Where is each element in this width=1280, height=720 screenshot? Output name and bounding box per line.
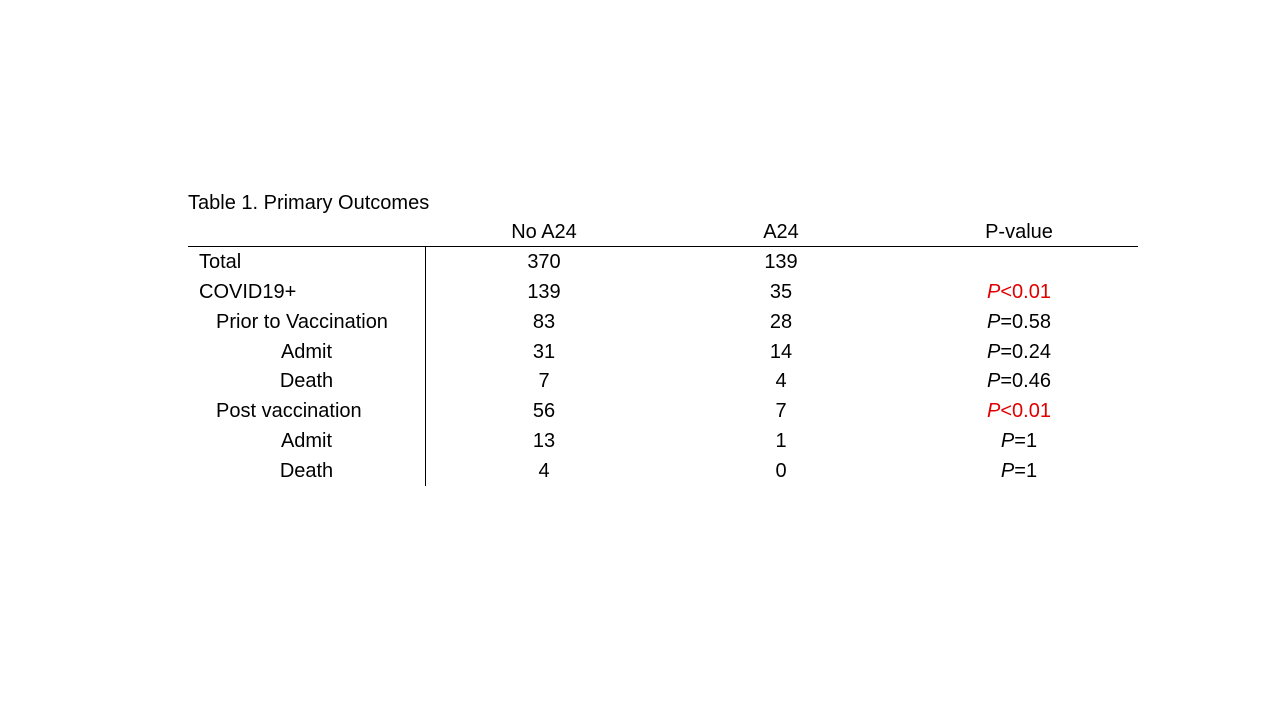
- table-row: [188, 456, 1138, 486]
- header-no-a24: No A24: [511, 221, 577, 243]
- table-row: [188, 277, 1138, 307]
- p-value-text: =0.58: [1000, 310, 1051, 333]
- cell-p-value: [900, 396, 1138, 426]
- p-value-text: <0.01: [1000, 400, 1051, 423]
- header-a24: A24: [763, 221, 799, 243]
- table-body: [188, 247, 1138, 486]
- cell-a24: 7: [775, 400, 787, 423]
- p-value-text: <0.01: [1000, 280, 1051, 303]
- cell-a24: 35: [769, 280, 793, 303]
- row-label: Prior to Vaccination: [216, 310, 388, 333]
- cell-p-value: [900, 426, 1138, 456]
- cell-no-a24: 7: [538, 370, 550, 393]
- cell-p-value: [900, 307, 1138, 337]
- p-value-text: =0.24: [1000, 340, 1051, 363]
- cell-p-value: [900, 277, 1138, 307]
- cell-a24: 4: [775, 370, 787, 393]
- cell-no-a24: 83: [532, 310, 556, 333]
- cell-no-a24: 370: [527, 251, 561, 273]
- p-symbol: P: [987, 340, 1001, 363]
- p-value-text: =1: [1014, 459, 1038, 482]
- cell-a24: 0: [775, 459, 787, 482]
- cell-no-a24: 4: [538, 459, 550, 482]
- p-symbol: P: [987, 400, 1001, 423]
- p-symbol: P: [1000, 430, 1015, 453]
- cell-p-value: [900, 366, 1138, 396]
- cell-a24: 1: [775, 430, 787, 453]
- row-label: Total: [199, 251, 242, 273]
- p-value-text: =0.46: [1000, 370, 1051, 393]
- table-row: [188, 426, 1138, 456]
- cell-a24: 14: [769, 340, 793, 363]
- cell-a24: 28: [769, 310, 793, 333]
- row-label: Death: [279, 370, 334, 393]
- row-label: Admit: [280, 340, 333, 363]
- row-label: Post vaccination: [216, 400, 362, 423]
- table-row: [188, 247, 1138, 277]
- cell-p-value: [900, 456, 1138, 486]
- p-symbol: P: [987, 370, 1001, 393]
- table-row: [188, 396, 1138, 426]
- cell-no-a24: 31: [532, 340, 556, 363]
- cell-p-value: [900, 337, 1138, 367]
- primary-outcomes-table: [188, 217, 1138, 486]
- table-row: [188, 366, 1138, 396]
- p-value-text: =1: [1014, 430, 1038, 453]
- cell-no-a24: 13: [532, 430, 556, 453]
- cell-no-a24: 139: [527, 280, 561, 303]
- row-label: Death: [279, 459, 334, 482]
- row-label: Admit: [280, 430, 333, 453]
- table-header-row: [188, 217, 1138, 247]
- table-caption: Table 1. Primary Outcomes: [188, 192, 430, 214]
- cell-no-a24: 56: [532, 400, 556, 423]
- p-symbol: P: [1000, 459, 1015, 482]
- table-row: [188, 337, 1138, 367]
- p-symbol: P: [987, 310, 1001, 333]
- p-symbol: P: [987, 280, 1001, 303]
- table-row: [188, 307, 1138, 337]
- header-p-value: P-value: [985, 221, 1053, 243]
- cell-a24: 139: [764, 251, 798, 273]
- row-label: COVID19+: [199, 280, 297, 303]
